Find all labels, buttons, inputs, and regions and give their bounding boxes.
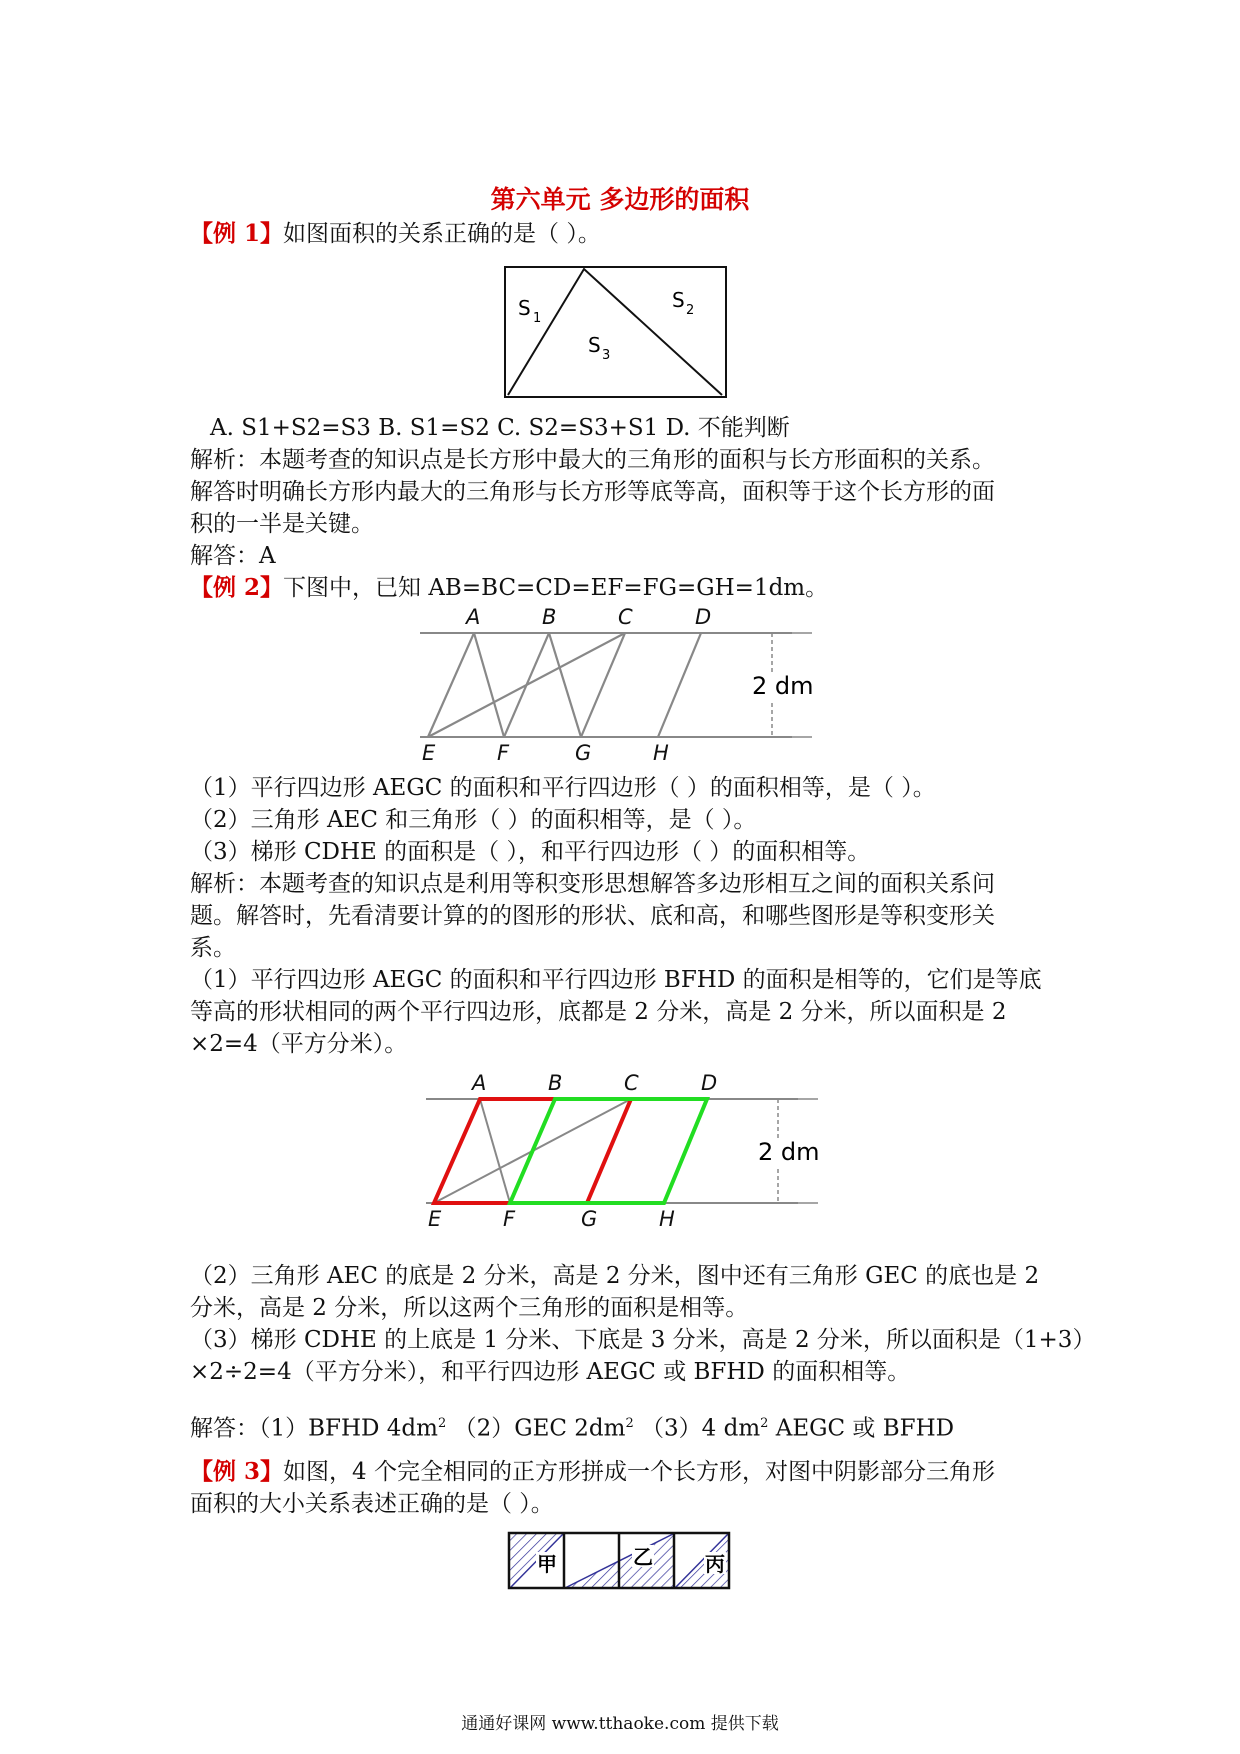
svg-text:F: F	[503, 1207, 516, 1231]
example-1-analysis-2: 解答时明确长方形内最大的三角形与长方形等底等高，面积等于这个长方形的面	[190, 479, 995, 505]
svg-text:H: H	[659, 1207, 675, 1231]
point-h-label: H	[653, 741, 669, 765]
example-2-question	[190, 572, 828, 604]
svg-text:A: A	[472, 1071, 487, 1095]
point-e-label: E	[422, 741, 436, 765]
example-2-solution-3-line-2: ×2÷2=4（平方分米），和平行四边形 AEGC 或 BFHD 的面积相等。	[190, 1359, 911, 1385]
point-d-label: D	[695, 605, 712, 629]
height-label: 2 dm	[752, 672, 814, 700]
label-s1-sub: 1	[533, 311, 542, 326]
page-title: 第六单元 多边形的面积	[490, 185, 750, 214]
example-2-answer: 解答：（1）BFHD $4dm^2$ （2）GEC $2dm^2$ （3）4 $dm^2$ AEGC 或 BFHD	[190, 1415, 955, 1442]
example-2-analysis-1: 解析：本题考查的知识点是利用等积变形思想解答多边形相互之间的面积关系问	[190, 871, 995, 897]
example-2-solution-2-line-2: 分米，高是 2 分米，所以这两个三角形的面积是相等。	[190, 1295, 749, 1321]
example-2-figure	[420, 605, 820, 765]
label-s2: S	[672, 288, 685, 312]
figure-segments	[428, 633, 701, 737]
svg-text:E: E	[428, 1207, 442, 1231]
example-2-solution-1-line-3: ×2=4（平方分米）。	[190, 1031, 408, 1057]
label-yi: 乙	[633, 1545, 653, 1569]
example-1-tag: 【例 1】	[190, 220, 284, 247]
example-3-question-1: 【例 3】如图，4 个完全相同的正方形拼成一个长方形，对图中阴影部分三角形	[190, 1458, 995, 1485]
example-1-question-text: 如图面积的关系正确的是（ ）。	[283, 221, 601, 247]
svg-text:B: B	[548, 1071, 563, 1095]
example-3-question-2: 面积的大小关系表述正确的是（ ）。	[190, 1491, 554, 1517]
label-bing: 丙	[705, 1552, 725, 1576]
svg-text:C: C	[624, 1071, 639, 1095]
example-3-figure	[508, 1532, 734, 1590]
svg-text:D: D	[701, 1071, 718, 1095]
example-2-q2: （2）三角形 AEC 和三角形（ ）的面积相等，是（ ）。	[190, 807, 757, 833]
example-1-analysis-1: 解析：本题考查的知识点是长方形中最大的三角形的面积与长方形面积的关系。	[190, 447, 995, 473]
example-2-q3: （3）梯形 CDHE 的面积是（ ），和平行四边形（ ）的面积相等。	[190, 839, 871, 865]
label-s3: S	[588, 333, 601, 357]
example-3-tag: 【例 3】	[190, 1458, 284, 1485]
example-1-options: A. S1+S2=S3 B. S1=S2 C. S2=S3+S1 D. 不能判断	[210, 415, 790, 441]
example-1-figure	[504, 266, 728, 400]
example-2-solution-3-line-1: （3）梯形 CDHE 的上底是 1 分米、下底是 3 分米，高是 2 分米，所以面积是（1+3）	[190, 1327, 1096, 1353]
example-1-answer: 解答：A	[190, 543, 276, 569]
point-f-label: F	[497, 741, 510, 765]
label-s1: S	[518, 296, 531, 320]
label-s3-sub: 3	[602, 348, 611, 363]
example-1-analysis-3: 积的一半是关键。	[190, 511, 374, 537]
label-s2-sub: 2	[686, 303, 695, 318]
example-2-q1: （1）平行四边形 AEGC 的面积和平行四边形（ ）的面积相等，是（ ）。	[190, 775, 936, 801]
point-b-label: B	[542, 605, 557, 629]
svg-text:G: G	[581, 1207, 598, 1231]
example-2-question-text: 下图中，已知 AB=BC=CD=EF=FG=GH=1dm。	[283, 575, 829, 601]
point-a-label: A	[466, 605, 481, 629]
example-1-question	[190, 218, 601, 250]
example-2-solution-1-line-2: 等高的形状相同的两个平行四边形，底都是 2 分米，高是 2 分米，所以面积是 2	[190, 999, 1007, 1025]
label-jia: 甲	[537, 1552, 557, 1576]
svg-text:2 dm: 2 dm	[758, 1138, 820, 1166]
triangle-outline	[508, 269, 722, 395]
rectangle-outline	[505, 267, 726, 397]
example-2-colored-figure	[426, 1071, 826, 1231]
example-2-analysis-2: 题。解答时，先看清要计算的的图形的形状、底和高，和哪些图形是等积变形关	[190, 903, 995, 929]
example-2-tag: 【例 2】	[190, 574, 284, 601]
example-2-solution-2-line-1: （2）三角形 AEC 的底是 2 分米，高是 2 分米，图中还有三角形 GEC 的底也是 2	[190, 1263, 1040, 1289]
point-g-label: G	[575, 741, 592, 765]
point-c-label: C	[618, 605, 633, 629]
page-footer: 通通好课网 www.tthaoke.com 提供下载	[461, 1714, 779, 1734]
example-2-analysis-3: 系。	[190, 935, 236, 961]
example-2-solution-1-line-1: （1）平行四边形 AEGC 的面积和平行四边形 BFHD 的面积是相等的，它们是等底	[190, 967, 1042, 993]
